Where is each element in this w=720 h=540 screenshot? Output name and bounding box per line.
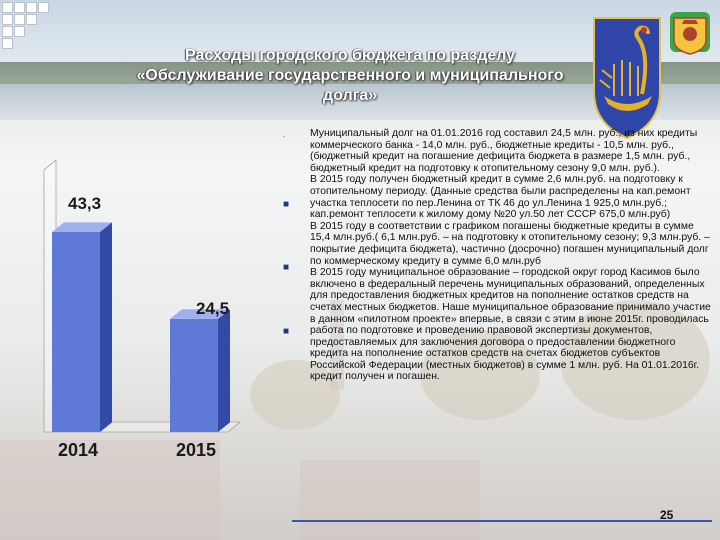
bullet-item-pilot-project: В 2015 году муниципальное образование – городской округ город Касимов было включено в федеральный перечень муниципальных образований, определенных для предоставления бюджетных кредитов на пополнение остатков средств на счетах местных бюджетов. Наше муниципальное образование принимало участие в данном «пилотном проекте» впервые, в связи с этим в июне 2015г. проводилась работа по подготовке и проведению правовой экспертизы документов, предоставляемых для заключения договора о предоставлении бюджетного кредита на пополнение остатков средств на счетах бюджетов субъектов Российской Федерации (местных бюджетов) в сумме 1 млн. руб. На 01.01.2016г. кредит получен и погашен. [310,267,711,383]
bullet-marker: ■ [283,199,290,210]
category-label-2015: 2015 [176,440,217,460]
bullet-marker: ■ [283,326,290,337]
bar-front [170,319,218,432]
bar-front [52,232,100,432]
bar-2015 [170,309,230,432]
bullet-marker: . [283,130,286,139]
bar-side [218,309,230,432]
coat-of-arms-emblem [590,4,716,142]
bullet-text-block [310,128,712,383]
bar-2014 [52,222,112,432]
footer-line [292,520,712,522]
data-label-2014: 43,3 [68,194,102,213]
bullet-marker: ■ [283,262,290,273]
chart-canvas [0,0,300,540]
category-label-2014: 2014 [58,440,99,460]
bullet-item-debt-total: Муниципальный долг на 01.01.2016 год составил 24,5 млн. руб., из них кредиты коммерческого банка - 14,0 млн. руб., бюджетные кредиты - 10,5 млн. руб., (бюджетный кредит на погашение дефицита бюджета в размере 1,5 млн. руб., бюджетный кредит на подготовку к отопительному сезону 9,0 млн. руб.). [310,128,698,174]
bullet-item-credit-received: В 2015 году получен бюджетный кредит в сумме 2,6 млн.руб. на подготовку к отопительному периоду. (Данные средства были распределены на кап.ремонт участка теплосети по пер.Ленина от ТК 46 до ул.Ленина 1 925,0 млн.руб.; кап.ремонт теплосети к жилому дому №20 ул.50 лет СССР 675,0 млн.руб) [310,174,691,221]
page-number: 25 [660,508,674,522]
debt-bar-chart [0,0,300,540]
bullet-item-credit-repaid: В 2015 году в соответствии с графиком погашены бюджетные кредиты в сумме 15,4 млн.руб.( 6,1 млн.руб. – на подготовку к отопительному сезону; 9,3 млн.руб. – покрытие дефицита бюджета), частично (досрочно) погашен муниципальный долг по коммерческому кредиту в сумме 6,0 млн.руб [310,220,710,267]
bar-side [100,222,112,432]
slide-title: Расходы городского бюджета по разделу «Обслуживание государственного и муниципального долга» [136,47,564,104]
data-label-2015: 24,5 [196,298,230,318]
